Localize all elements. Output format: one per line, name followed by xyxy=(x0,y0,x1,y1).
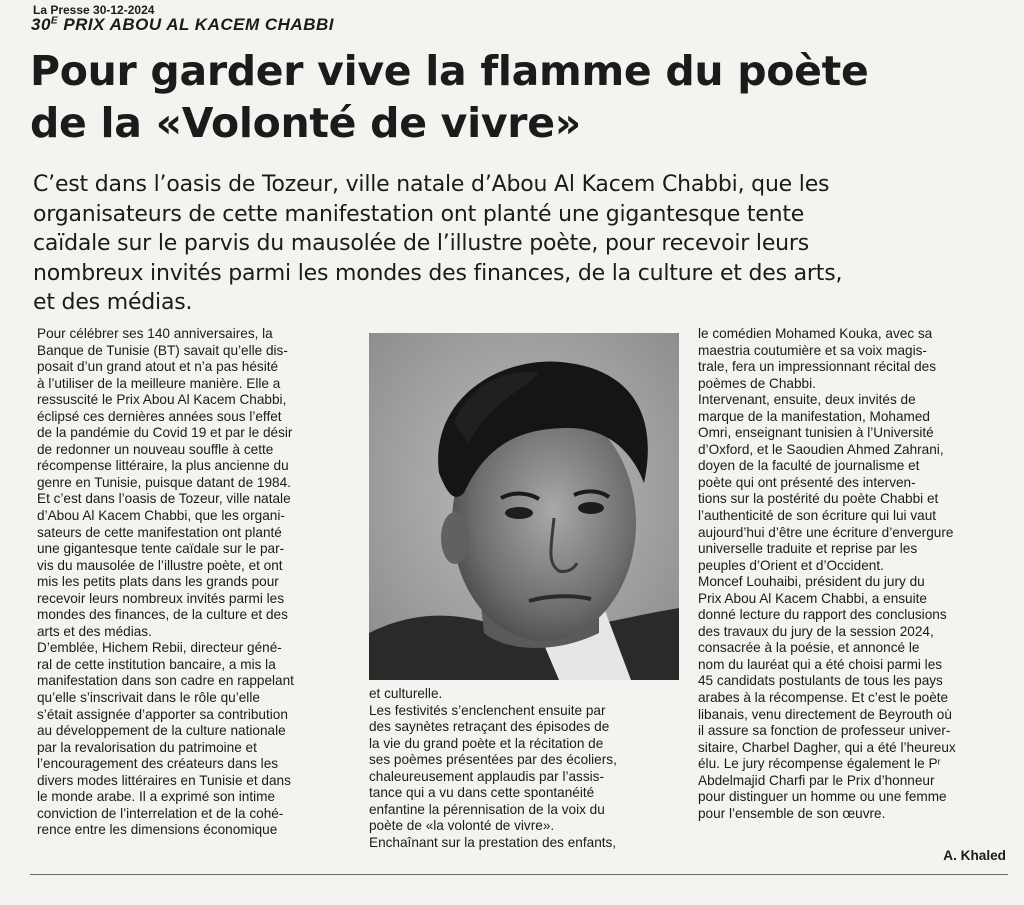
lead-line: nombreux invités parmi les mondes des finances, de la culture et des arts, xyxy=(33,260,843,286)
column-text-line: poète de «la volonté de vivre». xyxy=(369,818,555,834)
column-text-line: pour l’ensemble de son œuvre. xyxy=(698,805,886,821)
column-text-line: de redonner un nouveau souffle à cette xyxy=(37,441,274,457)
column-text-line: Moncef Louhaibi, président du jury du xyxy=(698,574,925,590)
newspaper-source-date: La Presse 30-12-2024 xyxy=(33,3,155,17)
column-text-line: ses poèmes présentées par des écoliers, xyxy=(369,752,617,768)
article-lead xyxy=(33,170,1008,318)
column-text-line: éclipsé ces dernières années sous l’effet xyxy=(37,408,282,424)
column-text-line: genre en Tunisie, puisque datant de 1984. xyxy=(37,474,291,490)
column-text-line: Enchaînant sur la prestation des enfants, xyxy=(369,834,617,850)
article-headline xyxy=(30,45,1000,149)
column-text-line: l’encouragement des créateurs dans les xyxy=(37,756,279,772)
column-text-line: divers modes littéraires en Tunisie et dans xyxy=(37,772,291,788)
column-text-line: d’Abou Al Kacem Chabbi, que les organi- xyxy=(37,508,285,524)
bottom-divider xyxy=(30,874,1008,875)
column-text-line: nom du lauréat qui a été choisi parmi les xyxy=(698,656,943,672)
column-text-line: poèmes de Chabbi. xyxy=(698,375,816,391)
column-text-line: enfantine la pérennisation de la voix du xyxy=(369,801,605,817)
column-text-line: libanais, venu directement de Beyrouth où xyxy=(698,706,952,722)
column-text-line: d’Oxford, et le Saoudien Ahmed Zahrani, xyxy=(698,441,944,457)
column-text-line: chaleureusement applaudis par l’assis- xyxy=(369,768,604,784)
column-text-line: donné lecture du rapport des conclusions xyxy=(698,607,947,623)
column-text-line: l’authenticité de son écriture qui lui vaut xyxy=(698,508,937,524)
column-text-line: une gigantesque tente caïdale sur le par- xyxy=(37,541,285,557)
column-text-line: manifestation dans son cadre en rappelant xyxy=(37,673,294,689)
kicker-superscript: E xyxy=(50,15,59,27)
lead-line: organisateurs de cette manifestation ont planté une gigantesque tente xyxy=(33,201,805,227)
column-text-line: recevoir leurs nombreux invités parmi les xyxy=(37,590,285,606)
column-text-line: 45 candidats postulants de tous les pays xyxy=(698,673,943,689)
column-text-line: Omri, enseignant tunisien à l’Université xyxy=(698,425,934,441)
column-text-line: mis les petits plats dans les grands pour xyxy=(37,574,279,590)
column-text-line: doyen de la faculté de journalisme et xyxy=(698,458,920,474)
column-text-line: Abdelmajid Charfi par le Prix d’honneur xyxy=(698,772,935,788)
column-text-line: de la pandémie du Covid 19 et par le désir xyxy=(37,425,293,441)
column-text-line: D’emblée, Hichem Rebii, directeur géné- xyxy=(37,640,282,656)
column-text-line: Banque de Tunisie (BT) savait qu’elle dis- xyxy=(37,342,288,358)
column-text-line: ressuscité le Prix Abou Al Kacem Chabbi, xyxy=(37,392,287,408)
lead-line: C’est dans l’oasis de Tozeur, ville natale d’Abou Al Kacem Chabbi, que les xyxy=(33,172,830,197)
column-text-line: universelle traduite et reprise par les xyxy=(698,541,918,557)
column-text-line: marque de la manifestation, Mohamed xyxy=(698,408,930,424)
article-kicker xyxy=(31,15,334,35)
column-text-line: poète qui ont présenté des interven- xyxy=(698,474,916,490)
column-text-line: posait d’un grand atout et n’a pas hésité xyxy=(37,359,279,375)
portrait-illustration xyxy=(369,333,679,680)
column-text-line: s’était assignée d’apporter sa contribution xyxy=(37,706,288,722)
column-text-line: par la revalorisation du patrimoine et xyxy=(37,739,257,755)
body-column-1 xyxy=(37,326,355,839)
column-text-line: des travaux du jury de la session 2024, xyxy=(698,623,934,639)
column-text-line: la vie du grand poète et la récitation de xyxy=(369,735,604,751)
kicker-number: 30 xyxy=(31,15,51,34)
column-text-line: maestria coutumière et sa voix magis- xyxy=(698,342,927,358)
column-text-line: le comédien Mohamed Kouka, avec sa xyxy=(698,326,933,341)
column-text-line: Les festivités s’enclenchent ensuite par xyxy=(369,702,606,718)
column-text-line: sateurs de cette manifestation ont planté xyxy=(37,524,282,540)
column-text-line: Et c’est dans l’oasis de Tozeur, ville natale xyxy=(37,491,291,507)
column-text-line: arts et des médias. xyxy=(37,623,152,639)
column-text-line: trale, fera un impressionnant récital des xyxy=(698,359,937,375)
column-text-line: il assure sa fonction de professeur univer- xyxy=(698,723,951,739)
column-text-line: peuples d’Orient et d’Occident. xyxy=(698,557,884,573)
column-text-line: tance qui a vu dans cette spontanéité xyxy=(369,785,595,801)
headline-line: Pour garder vive la flamme du poète xyxy=(30,47,869,95)
column-text-line: et culturelle. xyxy=(369,686,443,701)
column-text-line: le monde arabe. Il a exprimé son intime xyxy=(37,789,276,805)
column-text-line: ral de cette institution bancaire, a mis la xyxy=(37,656,276,672)
column-text-line: aujourd’hui d’être une écriture d’envergure xyxy=(698,524,954,540)
column-text-line: arabes à la récompense. Et c’est le poète xyxy=(698,690,949,706)
column-text-line: qu’elle s’inscrivait dans le rôle qu’elle xyxy=(37,690,260,706)
column-text-line: Intervenant, ensuite, deux invités de xyxy=(698,392,916,408)
column-text-line: rence entre les dimensions économique xyxy=(37,822,278,838)
lead-line: et des médias. xyxy=(33,290,193,316)
column-text-line: Prix Abou Al Kacem Chabbi, a ensuite xyxy=(698,590,927,606)
column-text-line: Pour célébrer ses 140 anniversaires, la xyxy=(37,326,273,341)
author-signature: A. Khaled xyxy=(943,848,1006,863)
column-text-line: au développement de la culture nationale xyxy=(37,723,286,739)
column-text-line: tions sur la postérité du poète Chabbi et xyxy=(698,491,939,507)
column-text-line: consacrée à la poésie, et annoncé le xyxy=(698,640,920,656)
column-text-line: récompense littéraire, la plus ancienne du xyxy=(37,458,289,474)
column-text-line: à l’utiliser de la meilleure manière. Elle a xyxy=(37,375,281,391)
column-text-line: mondes des finances, de la culture et des xyxy=(37,607,288,623)
column-text-line: vis du mausolée de l’illustre poète, et ont xyxy=(37,557,283,573)
column-text-line: des saynètes retraçant des épisodes de xyxy=(369,719,610,735)
column-text-line: pour distinguer un homme ou une femme xyxy=(698,789,947,805)
column-text-line: conviction de l’interrelation et de la cohé- xyxy=(37,805,284,821)
column-text-line: sitaire, Charbel Dagher, qui a été l’heureux xyxy=(698,739,956,755)
lead-line: caïdale sur le parvis du mausolée de l’illustre poète, pour recevoir leurs xyxy=(33,231,810,257)
kicker-text: PRIX ABOU AL KACEM CHABBI xyxy=(58,15,334,34)
body-column-2 xyxy=(369,686,679,851)
body-column-3 xyxy=(698,326,1010,822)
poet-portrait-photo xyxy=(369,333,679,680)
column-text-line: élu. Le jury récompense également le Pʳ xyxy=(698,756,941,772)
headline-line: de la «Volonté de vivre» xyxy=(30,99,581,147)
